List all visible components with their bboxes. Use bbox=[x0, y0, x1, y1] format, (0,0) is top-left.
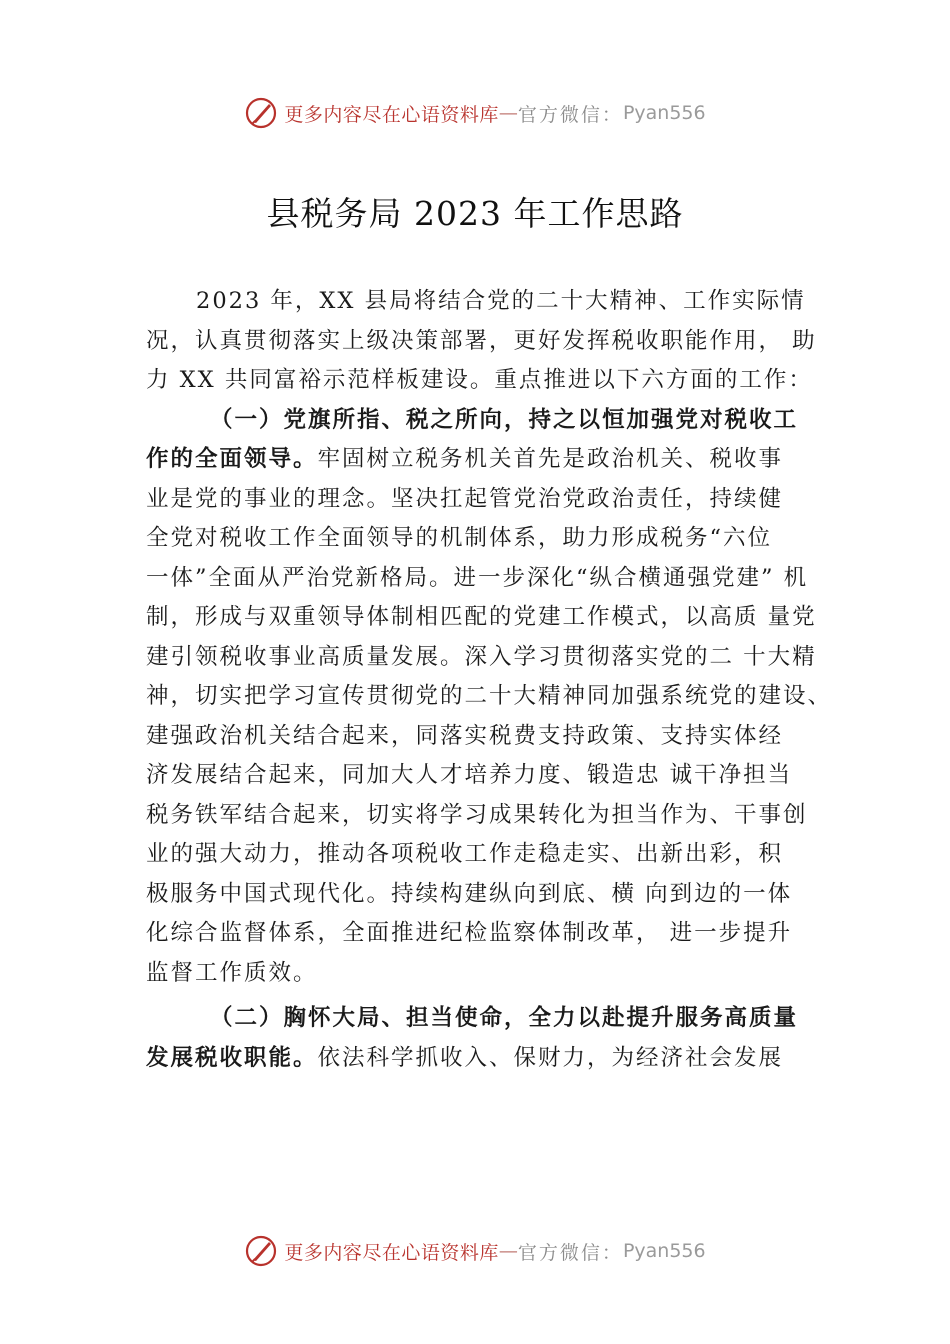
section-1-paragraph bbox=[146, 401, 836, 994]
watermark-wechat-id: Pyan556 bbox=[622, 1240, 706, 1262]
intro-paragraph bbox=[146, 282, 836, 401]
section-2-heading-tail: 发展税收职能。 bbox=[146, 1044, 318, 1071]
watermark-separator: — bbox=[498, 1240, 518, 1262]
section-1-line: 建强政治机关结合起来，同落实税费支持政策、支持实体经 bbox=[146, 722, 784, 749]
section-1-text: 牢固树立税务机关首先是政治机关、税收事 bbox=[317, 446, 784, 472]
watermark-footer bbox=[0, 1234, 950, 1268]
intro-line: 况，认真贯彻落实上级决策部署，更好发挥税收职能作用， 助 bbox=[146, 327, 817, 354]
intro-line: 2023 年，XX 县局将结合党的二十大精神、工作实际情 bbox=[196, 288, 806, 314]
quill-logo-icon bbox=[244, 1234, 278, 1268]
quill-logo-icon bbox=[244, 96, 278, 130]
section-1-line: 业是党的事业的理念。坚决扛起管党治党政治责任，持续健 bbox=[146, 485, 784, 512]
document-body bbox=[146, 282, 836, 1078]
section-1-line: 全党对税收工作全面领导的机制体系，助力形成税务“六位 bbox=[146, 525, 773, 551]
section-2-paragraph bbox=[146, 999, 836, 1078]
watermark-wechat-id: Pyan556 bbox=[622, 102, 706, 124]
section-1-line: 建引领税收事业高质量发展。深入学习贯彻落实党的二 十大精 bbox=[146, 643, 817, 670]
watermark-text: 更多内容尽在心语资料库 bbox=[284, 103, 499, 126]
watermark-separator: — bbox=[498, 102, 518, 124]
watermark-header bbox=[0, 96, 950, 130]
document-title: 县税务局 2023 年工作思路 bbox=[266, 194, 684, 233]
watermark-wechat-label: 官方微信： bbox=[517, 103, 623, 126]
section-1-line: 济发展结合起来，同加大人才培养力度、锻造忠 诚干净担当 bbox=[146, 762, 793, 788]
section-1-line: 制，形成与双重领导体制相匹配的党建工作模式，以高质 量党 bbox=[146, 604, 817, 630]
section-1-line: 极服务中国式现代化。持续构建纵向到底、横 向到边的一体 bbox=[146, 880, 793, 907]
intro-line: 力 XX 共同富裕示范样板建设。重点推进以下六方面的工作： bbox=[146, 367, 813, 393]
watermark-text: 更多内容尽在心语资料库 bbox=[284, 1241, 499, 1264]
section-1-line: 化综合监督体系，全面推进纪检监察体制改革， 进一步提升 bbox=[146, 920, 793, 946]
section-1-line: 税务铁军结合起来，切实将学习成果转化为担当作为、干事创 bbox=[146, 801, 808, 828]
section-2-text: 依法科学抓收入、保财力，为经济社会发展 bbox=[317, 1044, 784, 1071]
section-1-line bbox=[146, 440, 836, 480]
section-1-line: 一体”全面从严治党新格局。进一步深化“纵合横通强党建” 机 bbox=[146, 564, 809, 591]
section-1-line: 业的强大动力，推动各项税收工作走稳走实、出新出彩，积 bbox=[146, 841, 784, 867]
section-2-heading: （二）胸怀大局、担当使命，全力以赴提升服务高质量 bbox=[210, 1005, 799, 1031]
section-1-heading: （一）党旗所指、税之所向，持之以恒加强党对税收工 bbox=[210, 406, 799, 433]
section-1-heading-tail: 作的全面领导。 bbox=[146, 446, 318, 472]
section-2-line bbox=[146, 1039, 836, 1079]
section-1-line: 神，切实把学习宣传贯彻党的二十大精神同加强系统党的建设、 bbox=[146, 683, 833, 709]
watermark-wechat-label: 官方微信： bbox=[517, 1241, 623, 1264]
section-1-line: 监督工作质效。 bbox=[146, 959, 318, 986]
